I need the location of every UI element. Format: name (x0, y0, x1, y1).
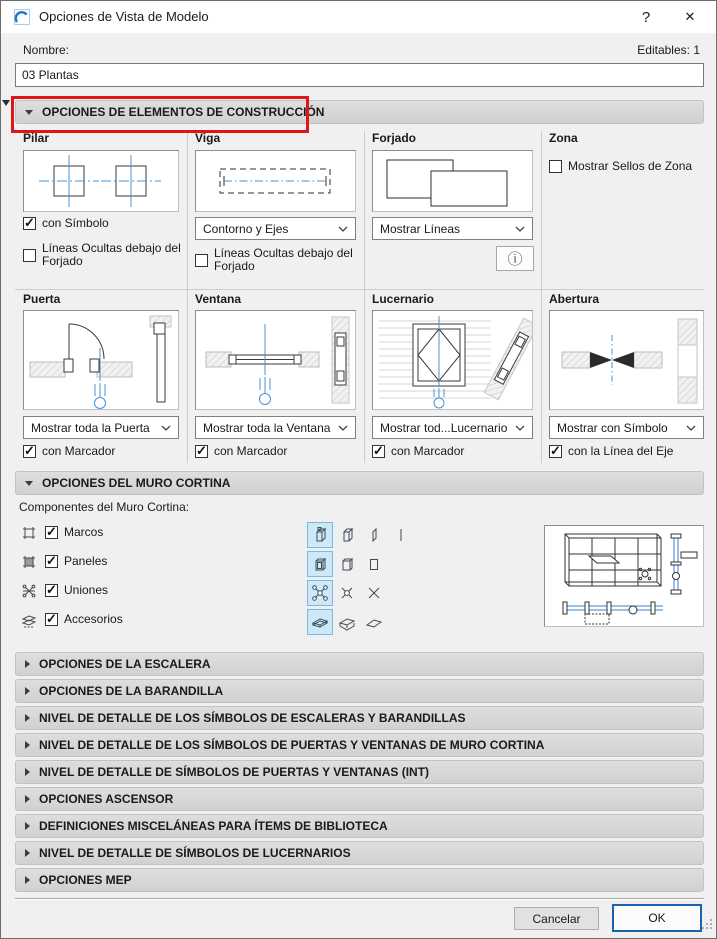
section-title: NIVEL DE DETALLE DE LOS SÍMBOLOS DE PUERTAS Y VENTANAS DE MURO CORTINA (39, 738, 545, 752)
ventana-preview (195, 310, 356, 410)
accesorios-checkbox[interactable] (45, 613, 165, 626)
editables-count: Editables: 1 (637, 43, 700, 57)
checkbox-box[interactable] (45, 526, 58, 539)
checkbox-label: con Marcador (214, 444, 288, 458)
footer-divider-highlight (15, 899, 704, 900)
chevron-down-icon (25, 481, 33, 486)
chevron-down-icon (25, 110, 33, 115)
marcos-icon (21, 525, 37, 541)
chevron-down-icon (515, 425, 525, 431)
checkbox-label: Paneles (64, 554, 108, 568)
archicad-logo-icon (14, 9, 30, 30)
marcos-detail-option-3[interactable] (361, 522, 387, 548)
section-header-definiciones-miscelaneas[interactable] (15, 814, 704, 838)
chevron-down-icon (338, 226, 348, 232)
marcos-detail-option-1[interactable] (307, 522, 333, 548)
section-header-mep[interactable] (15, 868, 704, 892)
checkbox-label: Marcos (64, 525, 104, 539)
forjado-info-button[interactable]: ⓘ (496, 246, 534, 271)
section-title: OPCIONES DEL MURO CORTINA (42, 476, 231, 490)
dropdown-value: Mostrar Líneas (380, 221, 461, 236)
checkbox-box[interactable] (549, 445, 562, 458)
checkbox-label: Líneas Ocultas debajo del Forjado (214, 246, 353, 273)
paneles-detail-option-1[interactable] (307, 551, 333, 577)
uniones-detail-option-1[interactable] (307, 580, 333, 606)
name-input[interactable] (15, 63, 704, 87)
chevron-right-icon (25, 660, 30, 668)
chevron-right-icon (25, 876, 30, 884)
abertura-preview (549, 310, 704, 410)
dropdown-value: Mostrar toda la Puerta (31, 420, 150, 435)
lucernario-preview-drawing (373, 311, 532, 409)
window-title: Opciones de Vista de Modelo (39, 9, 209, 24)
uniones-checkbox[interactable] (45, 584, 165, 597)
lucernario-title: Lucernario (372, 292, 435, 306)
section-header-nivel-escaleras-barandillas[interactable] (15, 706, 704, 730)
checkbox-box[interactable] (372, 445, 385, 458)
pilar-preview (23, 150, 179, 212)
section-title: OPCIONES DE LA BARANDILLA (39, 684, 224, 698)
chevron-down-icon (515, 226, 525, 232)
ventana-marcador-checkbox[interactable] (195, 445, 355, 458)
puerta-display-dropdown[interactable] (23, 416, 179, 439)
checkbox-label: Líneas Ocultas debajo del Forjado (42, 241, 181, 268)
section-header-barandilla[interactable] (15, 679, 704, 703)
abertura-eje-checkbox[interactable] (549, 445, 709, 458)
column-divider (187, 131, 188, 463)
checkbox-label: con Marcador (391, 444, 465, 458)
pilar-lineas-ocultas-checkbox[interactable] (23, 242, 187, 268)
accesorios-detail-option-2[interactable] (334, 609, 360, 635)
checkbox-box[interactable] (23, 249, 36, 262)
lucernario-marcador-checkbox[interactable] (372, 445, 532, 458)
help-button[interactable]: ? (641, 8, 651, 26)
forjado-preview (372, 150, 533, 212)
accesorios-detail-option-3[interactable] (361, 609, 387, 635)
column-divider (364, 131, 365, 463)
chevron-right-icon (25, 741, 30, 749)
pilar-preview-drawing (24, 151, 178, 211)
section-header-construction-elements[interactable] (15, 100, 704, 124)
close-button[interactable]: ✕ (684, 9, 696, 24)
dropdown-value: Mostrar tod...Lucernario (380, 420, 508, 435)
checkbox-box[interactable] (23, 445, 36, 458)
section-title: OPCIONES MEP (39, 873, 132, 887)
section-title: NIVEL DE DETALLE DE SÍMBOLOS DE LUCERNARIOS (39, 846, 351, 860)
uniones-detail-option-3[interactable] (361, 580, 387, 606)
resize-grip[interactable] (702, 917, 713, 935)
checkbox-box[interactable] (23, 217, 36, 230)
chevron-right-icon (25, 714, 30, 722)
chevron-right-icon (25, 849, 30, 857)
cancel-button[interactable]: Cancelar (514, 907, 599, 930)
paneles-checkbox[interactable] (45, 555, 165, 568)
ventana-title: Ventana (195, 292, 242, 306)
section-header-escalera[interactable] (15, 652, 704, 676)
row-divider (15, 289, 704, 290)
lucernario-preview (372, 310, 533, 410)
puerta-preview (23, 310, 179, 410)
checkbox-label: Mostrar Sellos de Zona (568, 159, 693, 173)
puerta-preview-drawing (24, 311, 178, 409)
chevron-down-icon (161, 425, 171, 431)
section-header-nivel-puertas-ventanas-muro-cortina[interactable] (15, 733, 704, 757)
panel-edge-arrow-icon (2, 100, 10, 106)
chevron-right-icon (25, 795, 30, 803)
checkbox-box[interactable] (549, 160, 562, 173)
checkbox-box[interactable] (195, 254, 208, 267)
section-header-muro-cortina[interactable] (15, 471, 704, 495)
checkbox-label: Uniones (64, 583, 109, 597)
zona-title: Zona (549, 131, 578, 145)
forjado-title: Forjado (372, 131, 416, 145)
dropdown-value: Contorno y Ejes (203, 221, 289, 236)
section-title: DEFINICIONES MISCELÁNEAS PARA ÍTEMS DE BIBLIOTECA (39, 819, 388, 833)
pilar-con-simbolo-checkbox[interactable] (23, 217, 183, 230)
column-divider (541, 131, 542, 463)
abertura-preview-drawing (550, 311, 703, 409)
paneles-icon (21, 554, 37, 570)
dropdown-value: Mostrar con Símbolo (557, 420, 668, 435)
chevron-right-icon (25, 822, 30, 830)
uniones-icon (21, 583, 37, 599)
puerta-title: Puerta (23, 292, 61, 306)
checkbox-label: con Marcador (42, 444, 116, 458)
marcos-checkbox[interactable] (45, 526, 165, 539)
section-header-nivel-lucernarios[interactable] (15, 841, 704, 865)
checkbox-label: con Símbolo (42, 216, 109, 230)
name-label: Nombre: (23, 43, 70, 57)
forjado-preview-drawing (373, 151, 532, 211)
viga-lineas-ocultas-checkbox[interactable] (195, 247, 359, 273)
checkbox-box[interactable] (45, 555, 58, 568)
section-title: NIVEL DE DETALLE DE SÍMBOLOS DE PUERTAS Y VENTANAS (INT) (39, 765, 430, 779)
viga-display-dropdown[interactable] (195, 217, 356, 240)
components-label: Componentes del Muro Cortina: (19, 500, 190, 514)
forjado-display-dropdown[interactable] (372, 217, 533, 240)
puerta-marcador-checkbox[interactable] (23, 445, 183, 458)
checkbox-box[interactable] (45, 613, 58, 626)
checkbox-box[interactable] (45, 584, 58, 597)
paneles-detail-option-2[interactable] (334, 551, 360, 577)
ok-button[interactable]: OK (612, 904, 702, 932)
chevron-down-icon (686, 425, 696, 431)
abertura-title: Abertura (549, 292, 600, 306)
checkbox-box[interactable] (195, 445, 208, 458)
viga-title: Viga (195, 131, 221, 145)
title-bar (1, 1, 716, 33)
muro-cortina-preview (544, 525, 704, 627)
checkbox-label: Accesorios (64, 612, 123, 626)
viga-preview-drawing (196, 151, 355, 211)
zona-sellos-checkbox[interactable] (549, 160, 709, 173)
chevron-right-icon (25, 687, 30, 695)
muro-cortina-preview-drawing (545, 526, 703, 626)
ventana-display-dropdown[interactable] (195, 416, 356, 439)
checkbox-label: con la Línea del Eje (568, 444, 674, 458)
accesorios-detail-option-1[interactable] (307, 609, 333, 635)
section-title: OPCIONES DE ELEMENTOS DE CONSTRUCCIÓN (42, 105, 325, 119)
lucernario-display-dropdown[interactable] (372, 416, 533, 439)
pilar-title: Pilar (23, 131, 50, 145)
uniones-detail-option-2[interactable] (334, 580, 360, 606)
section-title: OPCIONES ASCENSOR (39, 792, 174, 806)
paneles-detail-option-3[interactable] (361, 551, 387, 577)
marcos-detail-option-2[interactable] (334, 522, 360, 548)
abertura-display-dropdown[interactable] (549, 416, 704, 439)
chevron-right-icon (25, 768, 30, 776)
ventana-preview-drawing (196, 311, 355, 409)
section-header-ascensor[interactable] (15, 787, 704, 811)
accesorios-icon (21, 612, 37, 628)
chevron-down-icon (338, 425, 348, 431)
viga-preview (195, 150, 356, 212)
section-title: NIVEL DE DETALLE DE LOS SÍMBOLOS DE ESCALERAS Y BARANDILLAS (39, 711, 466, 725)
section-header-nivel-puertas-ventanas-int[interactable] (15, 760, 704, 784)
dropdown-value: Mostrar toda la Ventana (203, 420, 331, 435)
marcos-detail-option-4[interactable] (388, 522, 414, 548)
section-title: OPCIONES DE LA ESCALERA (39, 657, 211, 671)
